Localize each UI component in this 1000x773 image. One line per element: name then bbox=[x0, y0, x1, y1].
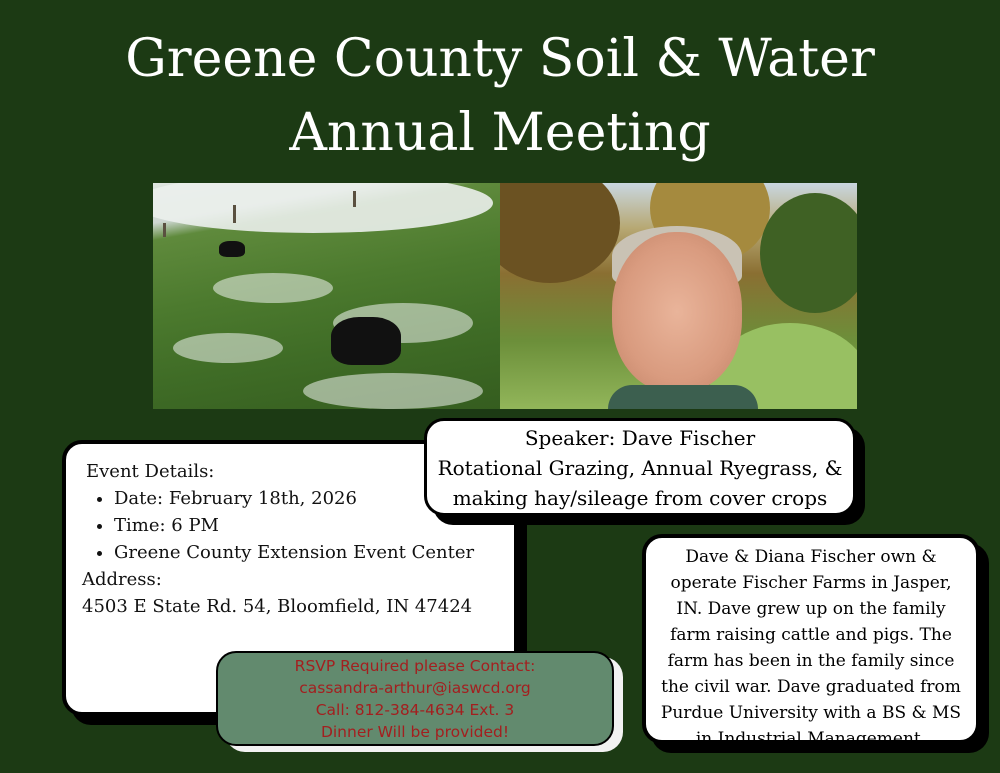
speaker-topic-line-2: making hay/sileage from cover crops bbox=[452, 486, 828, 510]
speaker-face bbox=[612, 232, 742, 392]
speaker-box bbox=[424, 418, 856, 516]
title-line-1: Greene County Soil & Water bbox=[125, 29, 875, 89]
rsvp-box bbox=[216, 651, 614, 746]
title-line-2: Annual Meeting bbox=[289, 103, 711, 163]
rsvp-phone[interactable]: Call: 812-384-4634 Ext. 3 bbox=[315, 701, 515, 719]
event-venue: • Greene County Extension Event Center bbox=[114, 539, 498, 566]
rsvp-heading: RSVP Required please Contact: bbox=[294, 657, 536, 675]
address-label: Address: bbox=[82, 569, 162, 590]
rsvp-dinner-note: Dinner Will be provided! bbox=[320, 723, 510, 741]
speaker-bio-text: Dave & Diana Fischer own & operate Fischer Farms in Jasper, IN. Dave grew up on the family farm raising cattle and pigs. The farm has been in the family since the civil war. Dave graduated from Purdue University with a BS & MS in Industrial Management. bbox=[660, 547, 962, 749]
event-details-heading: Event Details: bbox=[86, 461, 215, 482]
speaker-name: Speaker: Dave Fischer bbox=[524, 426, 756, 450]
pasture-cattle-photo bbox=[153, 183, 500, 409]
event-time: • Time: 6 PM bbox=[114, 512, 498, 539]
speaker-topic-line-1: Rotational Grazing, Annual Ryegrass, & bbox=[437, 456, 843, 480]
rsvp-email[interactable]: cassandra-arthur@iaswcd.org bbox=[299, 679, 531, 697]
event-date: • Date: February 18th, 2026 bbox=[114, 485, 498, 512]
speaker-bio-box bbox=[642, 534, 980, 749]
address-text: 4503 E State Rd. 54, Bloomfield, IN 47424 bbox=[82, 596, 473, 617]
speaker-shirt bbox=[608, 385, 758, 409]
page-title bbox=[0, 22, 1000, 170]
